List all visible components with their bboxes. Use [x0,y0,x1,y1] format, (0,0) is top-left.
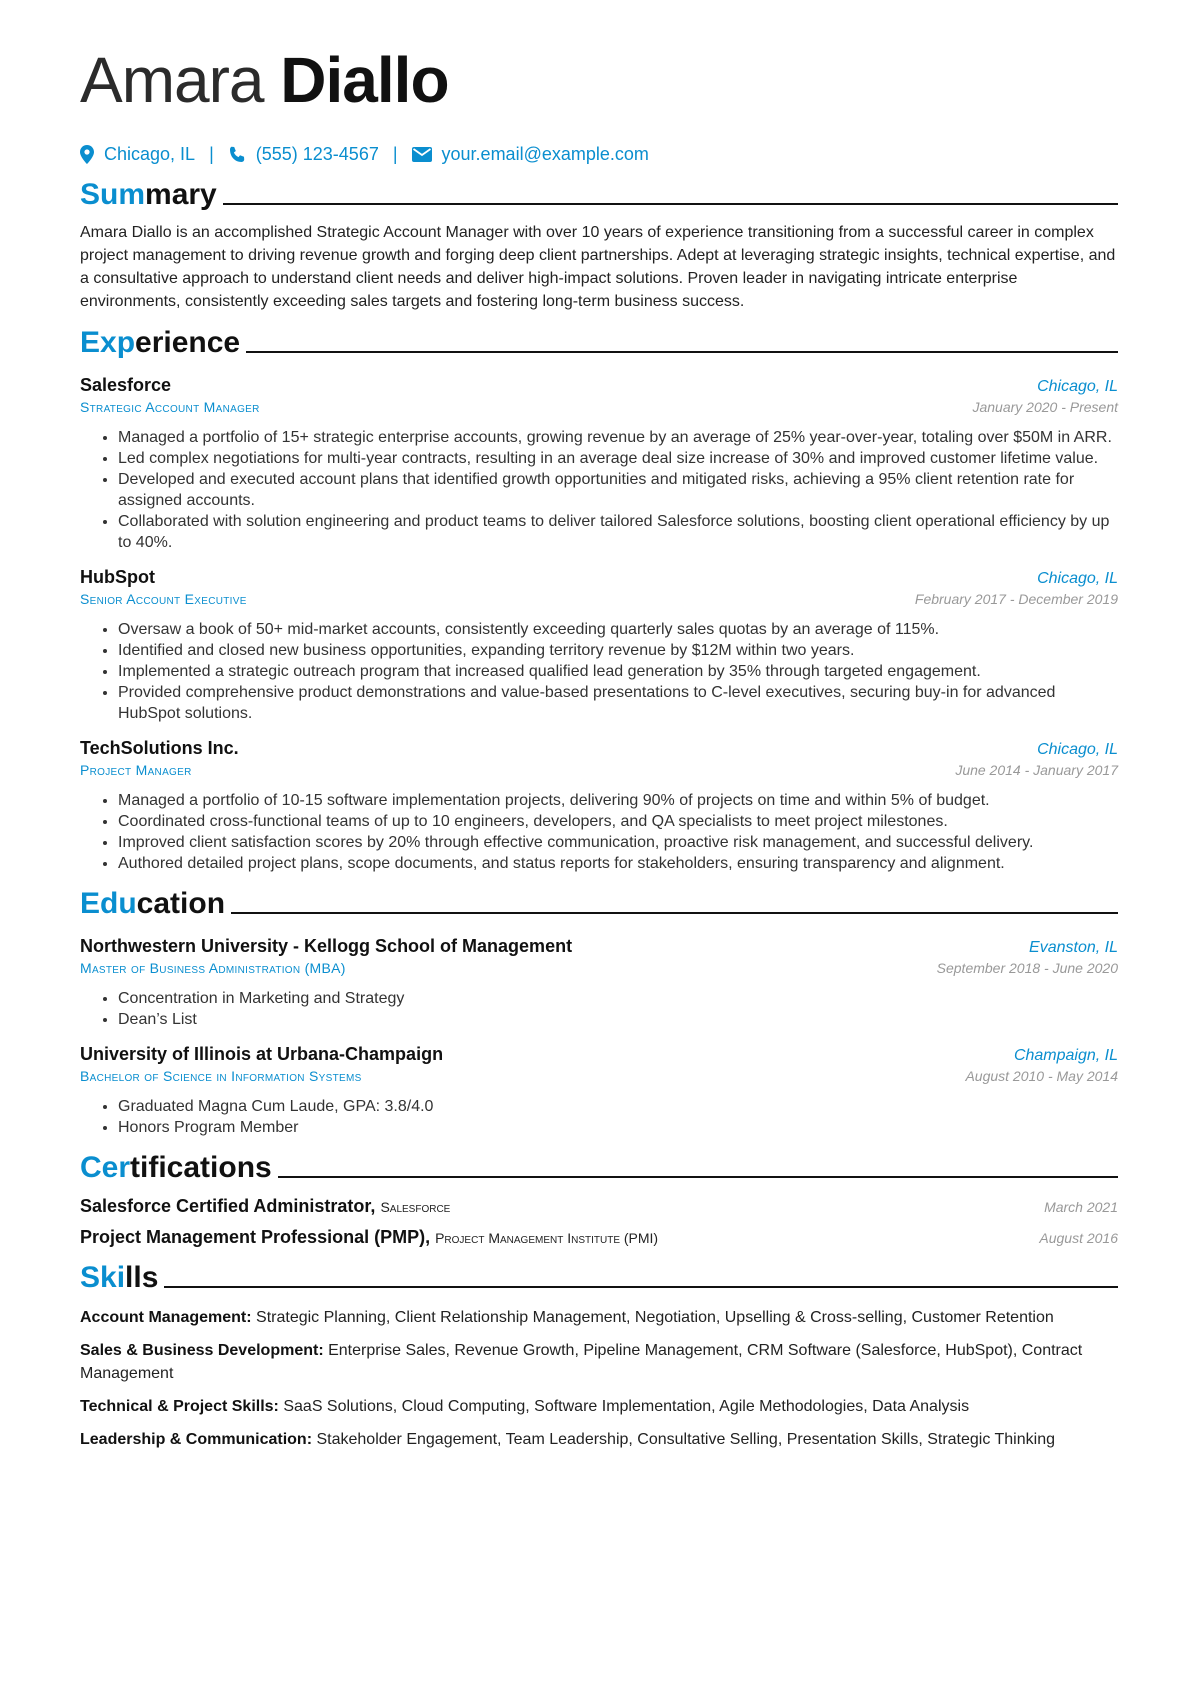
skill-list: SaaS Solutions, Cloud Computing, Software Implementation, Agile Methodologies, Data Analysis [283,1398,970,1415]
section-title-rest: cation [136,887,226,920]
section-title-rest: mary [145,178,217,211]
entry-location: Chicago, IL [1037,741,1118,758]
section-rule [246,351,1118,353]
bullet-item: • Provided comprehensive product demonstrations and value-based presentations to C-level executives, securing buy-in for advanced HubSpot solutions. [118,682,1118,724]
skills-heading [80,1260,1118,1296]
entry-bullets [80,988,1118,1030]
section-title-accent: Cer [80,1151,131,1184]
entry-bullets [80,619,1118,724]
certification-date: August 2016 [1039,1230,1118,1246]
bullet-item: • Collaborated with solution engineering and product teams to deliver tailored Salesforce solutions, boosting client operational efficiency by up to 40%. [118,511,1118,553]
contact-location [80,144,195,165]
section-title-rest: tifications [130,1151,272,1184]
phone-icon [228,146,246,164]
entry-org: University of Illinois at Urbana-Champaign [80,1044,444,1064]
bullet-item: • Oversaw a book of 50+ mid-market accounts, consistently exceeding quarterly sales quotas by an average of 115%. [118,619,1118,640]
entry-bullets [80,427,1118,553]
bullet-item: • Graduated Magna Cum Laude, GPA: 3.8/4.0 [118,1096,1118,1117]
entry-date: August 2010 - May 2014 [965,1068,1118,1084]
contact-phone [228,144,379,165]
section-rule [231,912,1118,914]
section-title [80,886,225,922]
education-heading [80,886,1118,922]
entry-date: February 2017 - December 2019 [914,591,1118,607]
education-entry [80,936,1118,1030]
section-title-accent: Sum [80,178,146,211]
skill-list: Stakeholder Engagement, Team Leadership, Consultative Selling, Presentation Skills, Strategic Thinking [316,1431,1055,1448]
bullet-item: • Implemented a strategic outreach program that increased qualified lead generation by 35% through targeted engagement. [118,661,1118,682]
section-title [80,1150,272,1186]
summary-text: Amara Diallo is an accomplished Strategic Account Manager with over 10 years of experience transitioning from a successful career in complex project management to driving revenue growth and forging deep client partnerships. Adept at leveraging strategic insights, technical expertise, and a consultative approach to understand client needs and deliver high-impact solutions. Proven leader in navigating intricate enterprise environments, consistently exceeding sales targets and fostering long-term business success. [80,224,1116,310]
entry-org: Northwestern University - Kellogg School of Management [80,936,573,956]
certification-name: Salesforce Certified Administrator [80,1196,371,1216]
skill-category: Account Management: [80,1309,252,1326]
certification-date: March 2021 [1044,1199,1118,1215]
entry-date: January 2020 - Present [972,399,1118,415]
entry-org: TechSolutions Inc. [80,738,239,758]
skill-row [80,1395,1118,1418]
section-title [80,177,217,213]
certification-name: Project Management Professional (PMP) [80,1227,426,1247]
entry-location: Champaign, IL [1013,1047,1118,1064]
entry-degree: Master of Business Administration (MBA) [80,960,346,976]
section-title-rest: erience [135,326,241,359]
contact-separator: | [209,144,214,164]
section-title-accent: Edu [80,887,137,920]
experience-entry [80,738,1118,874]
entry-date: September 2018 - June 2020 [936,960,1118,976]
last-name: Diallo [280,44,449,116]
entry-location: Evanston, IL [1029,939,1118,956]
bullet-item: • Identified and closed new business opportunities, expanding territory revenue by $12M within two years. [118,640,1118,661]
section-title [80,1260,158,1296]
contact-bar [80,144,1118,165]
section-title-accent: Exp [80,326,136,359]
certification-issuer: Salesforce [380,1199,451,1215]
summary-heading [80,177,1118,213]
entry-org: Salesforce [80,375,172,395]
section-title-accent: Ski [80,1261,126,1294]
bullet-item: • Managed a portfolio of 10-15 software implementation projects, delivering 90% of projects on time and within 5% of budget. [118,790,1118,811]
entry-date: June 2014 - January 2017 [955,762,1118,778]
bullet-item: • Authored detailed project plans, scope documents, and status reports for stakeholders, ensuring transparency and alignment. [118,853,1118,874]
bullet-item: • Managed a portfolio of 15+ strategic enterprise accounts, growing revenue by an average of 25% year-over-year, totaling over $50M in ARR. [118,427,1118,448]
entry-role: Senior Account Executive [80,591,247,607]
skill-category: Sales & Business Development: [80,1342,324,1359]
phone-text: (555) 123-4567 [255,144,379,164]
certification-issuer: Project Management Institute (PMI) [435,1230,659,1246]
experience-heading [80,325,1118,361]
bullet-item: • Dean’s List [118,1009,1118,1030]
bullet-item: • Led complex negotiations for multi-year contracts, resulting in an average deal size increase of 30% and improved customer lifetime value. [118,448,1118,469]
location-text: Chicago, IL [104,144,196,164]
candidate-name [80,40,1118,120]
bullet-item: • Improved client satisfaction scores by 20% through effective communication, proactive risk management, and successful delivery. [118,832,1118,853]
skill-row [80,1428,1118,1451]
entry-location: Chicago, IL [1037,570,1118,587]
bullet-item: • Concentration in Marketing and Strategy [118,988,1118,1009]
entry-degree: Bachelor of Science in Information Systems [80,1068,362,1084]
certification-item [80,1196,1118,1217]
section-rule [223,203,1118,205]
entry-bullets [80,1096,1118,1138]
skill-list: Enterprise Sales, Revenue Growth, Pipeline Management, CRM Software (Salesforce, HubSpot), Contract Management [80,1342,1083,1382]
entry-bullets [80,790,1118,874]
section-title-rest: lls [125,1261,159,1294]
contact-separator: | [392,144,398,164]
entry-location: Chicago, IL [1037,378,1118,395]
certification-item [80,1227,1118,1248]
entry-role: Project Manager [80,762,192,778]
experience-entry [80,567,1118,724]
entry-org: HubSpot [80,567,155,587]
skill-row [80,1306,1118,1329]
skill-row [80,1339,1118,1385]
bullet-item: • Developed and executed account plans that identified growth opportunities and mitigated risks, achieving a 95% client retention rate for assigned accounts. [118,469,1118,511]
section-title [80,325,240,361]
experience-entry [80,375,1118,553]
education-entry [80,1044,1118,1138]
skill-list: Strategic Planning, Client Relationship Management, Negotiation, Upselling & Cross-selling, Customer Retention [256,1309,1054,1326]
skill-category: Technical & Project Skills: [80,1398,279,1415]
envelope-icon [412,147,432,162]
bullet-item: • Coordinated cross-functional teams of up to 10 engineers, developers, and QA specialists to meet project milestones. [118,811,1118,832]
certification-comma: , [370,1196,381,1216]
contact-email[interactable] [412,144,649,165]
section-rule [164,1286,1118,1288]
first-name: Amara [80,44,264,116]
certifications-heading [80,1150,1118,1186]
skill-category: Leadership & Communication: [80,1431,313,1448]
email-link[interactable]: your.email@example.com [441,144,649,164]
certification-comma: , [425,1227,436,1247]
section-rule [278,1176,1118,1178]
bullet-item: • Honors Program Member [118,1117,1118,1138]
map-marker-icon [80,145,94,164]
entry-role: Strategic Account Manager [80,399,260,415]
